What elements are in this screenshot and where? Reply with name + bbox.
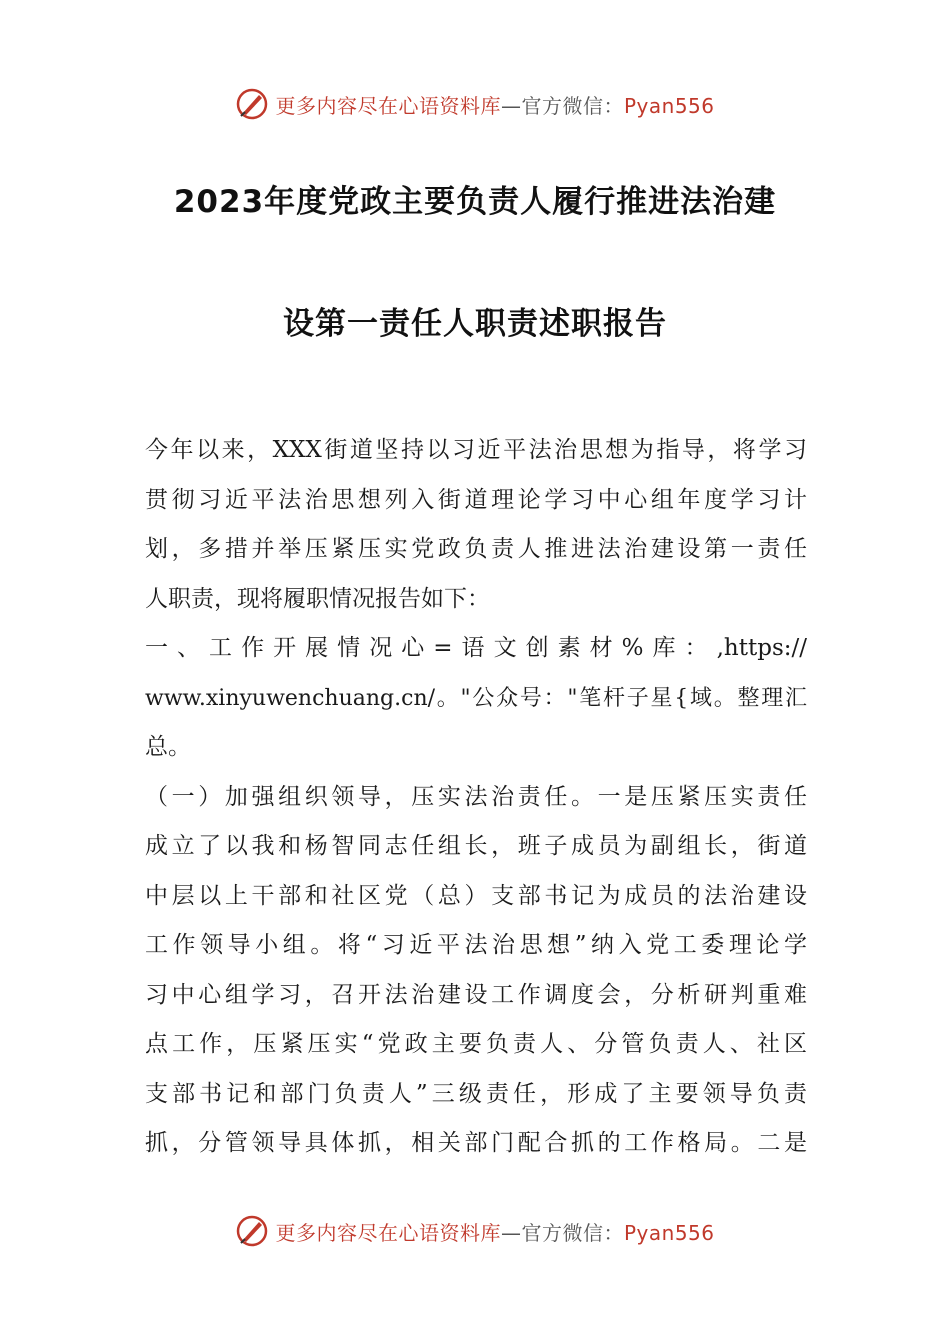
body-line: （一）加强组织领导，压实法治责任。一是压紧压实责任 (145, 783, 807, 810)
body-line: 抓，分管领导具体抓，相关部门配合抓的工作格局。二是 (145, 1130, 807, 1156)
body-line: 点工作，压紧压实“党政主要负责人、分管负责人、社区 (145, 1031, 807, 1057)
footer-banner-text: 更多内容尽在心语资料库—官方微信：Pyan556 (275, 1220, 715, 1245)
body-line: 今年以来，XXX街道坚持以习近平法治思想为指导，将学习 (145, 437, 807, 463)
header-banner-text: 更多内容尽在心语资料库—官方微信：Pyan556 (275, 93, 715, 118)
header-banner (0, 84, 950, 124)
footer-banner (0, 1211, 950, 1251)
body-line: 成立了以我和杨智同志任组长，班子成员为副组长，街道 (145, 833, 807, 859)
body-line: 一、工作开展情况心=语文创素材%库：,https:// (145, 635, 807, 661)
body-line: www.xinyuwenchuang.cn/。"公众号："笔杆子星{域。整理汇 (145, 685, 807, 711)
body-line: 贯彻习近平法治思想列入街道理论学习中心组年度学习计 (145, 486, 807, 513)
body-line: 习中心组学习，召开法治建设工作调度会，分析研判重难 (145, 981, 807, 1008)
body-line: 支部书记和部门负责人”三级责任，形成了主要领导负责 (145, 1080, 807, 1107)
body-line: 中层以上干部和社区党（总）支部书记为成员的法治建设 (145, 882, 807, 909)
quill-logo-icon (235, 87, 269, 121)
document-body (145, 426, 807, 1169)
document-title-line-2: 设第一责任人职责述职报告 (283, 306, 667, 342)
document-title-line-1: 2023年度党政主要负责人履行推进法治建 (173, 184, 777, 220)
body-line: 划，多措并举压紧压实党政负责人推进法治建设第一责任 (145, 536, 807, 562)
body-line: 总。 (145, 734, 191, 760)
body-line: 人职责，现将履职情况报告如下： (145, 585, 490, 612)
body-line: 工作领导小组。将“习近平法治思想”纳入党工委理论学 (145, 932, 807, 958)
quill-logo-icon (235, 1214, 269, 1248)
